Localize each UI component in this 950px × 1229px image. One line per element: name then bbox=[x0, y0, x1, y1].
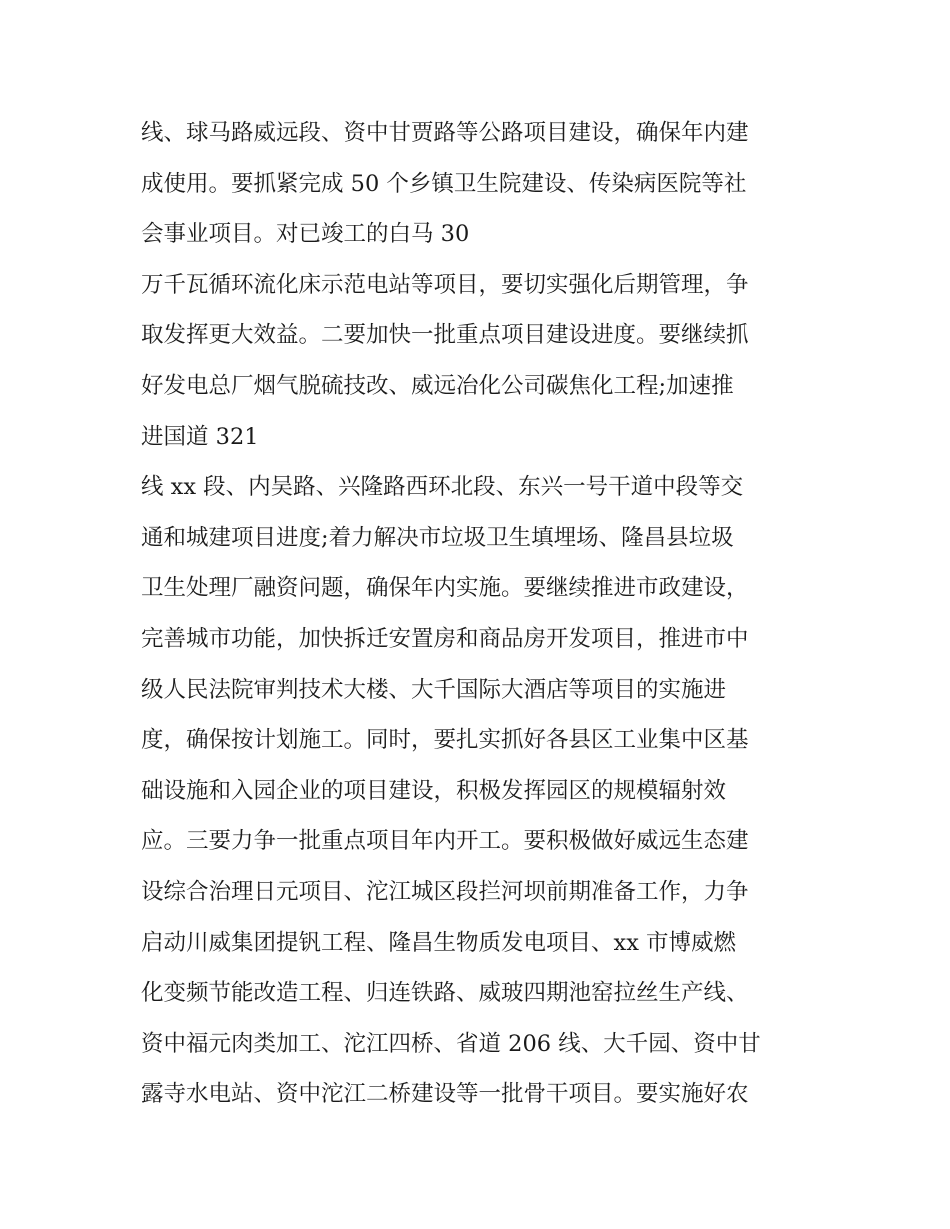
text-line: 线、球马路威远段、资中甘贾路等公路项目建设，确保年内建 bbox=[141, 120, 749, 146]
text-line: 会事业项目。对已竣工的白马 30 bbox=[141, 221, 470, 248]
text-line: 级人民法院审判技术大楼、大千国际大酒店等项目的实施进 bbox=[141, 676, 727, 703]
text-line: 线 xx 段、内吴路、兴隆路西环北段、东兴一号干道中段等交 bbox=[141, 474, 744, 501]
text-line: 化变频节能改造工程、归连铁路、威玻四期池窑拉丝生产线、 bbox=[141, 980, 749, 1007]
text-line: 通和城建项目进度;着力解决市垃圾卫生填埋场、隆昌县垃圾 bbox=[141, 524, 734, 551]
body-text bbox=[141, 108, 831, 1120]
text-line: 应。三要力争一批重点项目年内开工。要积极做好威远生态建 bbox=[141, 828, 749, 855]
text-line: 取发挥更大效益。二要加快一批重点项目建设进度。要继续抓 bbox=[141, 322, 749, 349]
text-line: 成使用。要抓紧完成 50 个乡镇卫生院建设、传染病医院等社 bbox=[141, 170, 747, 197]
text-line: 础设施和入园企业的项目建设，积极发挥园区的规模辐射效 bbox=[141, 777, 727, 804]
text-line: 资中福元肉类加工、沱江四桥、省道 206 线、大千园、资中甘 bbox=[141, 1030, 761, 1057]
text-line: 启动川威集团提钒工程、隆昌生物质发电项目、xx 市博威燃 bbox=[141, 929, 737, 956]
text-line: 设综合治理日元项目、沱江城区段拦河坝前期准备工作，力争 bbox=[141, 878, 749, 905]
text-line: 好发电总厂烟气脱硫技改、威远冶化公司碳焦化工程;加速推 bbox=[141, 372, 734, 399]
text-line: 完善城市功能，加快拆迁安置房和商品房开发项目，推进市中 bbox=[141, 625, 749, 652]
text-line: 度，确保按计划施工。同时，要扎实抓好各县区工业集中区基 bbox=[141, 727, 749, 754]
text-line: 万千瓦循环流化床示范电站等项目，要切实强化后期管理，争 bbox=[141, 271, 749, 298]
text-line: 露寺水电站、资中沱江二桥建设等一批骨干项目。要实施好农 bbox=[141, 1081, 749, 1108]
text-line: 卫生处理厂融资问题，确保年内实施。要继续推进市政建设， bbox=[141, 575, 749, 602]
text-line: 进国道 321 bbox=[141, 423, 259, 450]
